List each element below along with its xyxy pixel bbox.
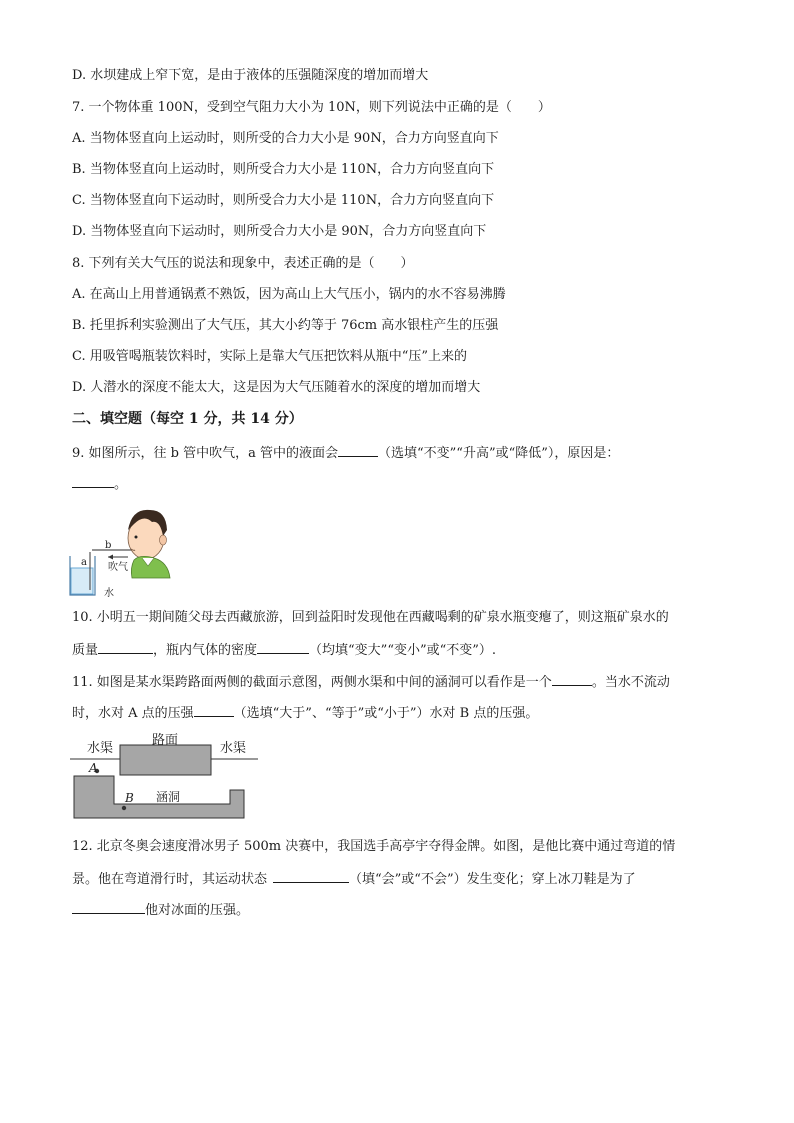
- q7-option-a: A. 当物体竖直向上运动时，则所受的合力大小是 90N，合力方向竖直向下: [72, 131, 499, 146]
- q12-line2: [72, 869, 636, 889]
- section-heading: 二、填空题（每空 1 分，共 14 分）: [72, 411, 303, 427]
- q9-text-1: 9. 如图所示，往 b 管中吹气，a 管中的液面会: [72, 446, 339, 461]
- q8-option-b: B. 托里拆利实验测出了大气压，其大小约等于 76cm 高水银柱产生的压强: [72, 318, 499, 333]
- q11-canal-figure: [68, 728, 263, 826]
- q8-stem: 8. 下列有关大气压的说法和现象中，表述正确的是（ ）: [72, 256, 414, 271]
- q10-blank-1[interactable]: [98, 640, 153, 654]
- q10-blank-2[interactable]: [257, 640, 309, 654]
- q11-line1: [72, 672, 670, 692]
- q8-option-c: C. 用吸管喝瓶装饮料时，实际上是靠大气压把饮料从瓶中“压”上来的: [72, 349, 468, 364]
- point-a-label: A: [89, 761, 98, 775]
- q10-line2: [72, 640, 496, 660]
- q8-option-d: D. 人潜水的深度不能太大，这是因为大气压随着水的深度的增加而增大: [72, 380, 481, 395]
- q12-line3: [72, 900, 249, 920]
- q12-text-3: 他对冰面的压强。: [145, 903, 250, 918]
- q7-option-b: B. 当物体竖直向上运动时，则所受合力大小是 110N，合力方向竖直向下: [72, 162, 495, 177]
- q9-blowing-figure: [68, 500, 178, 600]
- q9-label-b: b: [105, 540, 112, 551]
- q9-label-a: a: [81, 557, 87, 568]
- q11-blank-2[interactable]: [194, 703, 234, 717]
- point-b-dot: [122, 806, 126, 810]
- q9-blank-2[interactable]: [72, 474, 114, 488]
- boy-ear: [160, 535, 167, 545]
- left-canal-label: 水渠: [87, 741, 114, 756]
- q7-stem: 7. 一个物体重 100N，受到空气阻力大小为 10N，则下列说法中正确的是（ ）: [72, 100, 551, 115]
- q10-text-2: ，瓶内气体的密度: [153, 643, 258, 658]
- q11-text-2: 。当水不流动: [591, 675, 670, 690]
- q11-blank-1[interactable]: [552, 672, 592, 686]
- right-canal-label: 水渠: [220, 741, 247, 756]
- q7-option-d: D. 当物体竖直向下运动时，则所受合力大小是 90N，合力方向竖直向下: [72, 224, 487, 239]
- road-label: 路面: [152, 733, 179, 748]
- q9-label-blow: 吹气: [108, 562, 128, 573]
- blow-arrowhead: [108, 555, 113, 560]
- q11-text-3: 时，水对 A 点的压强: [72, 706, 194, 721]
- q10-line1: 10. 小明五一期间随父母去西藏旅游，回到益阳时发现他在西藏喝剩的矿泉水瓶变瘪了，则这瓶矿泉水的: [72, 610, 669, 625]
- q8-option-a: A. 在高山上用普通锅煮不熟饭，因为高山上大气压小，锅内的水不容易沸腾: [72, 287, 506, 302]
- culvert-label: 涵洞: [156, 790, 181, 804]
- point-b-label: B: [125, 791, 134, 805]
- q9-line1: [72, 443, 619, 463]
- q9-text-3: 。: [114, 477, 128, 492]
- q9-label-water: 水: [104, 588, 114, 599]
- q11-text-4: （选填“大于”、“等于”或“小于”）水对 B 点的压强。: [233, 706, 539, 721]
- q9-blank-1[interactable]: [338, 443, 378, 457]
- q12-text-2: （填“会”或“不会”）发生变化；穿上冰刀鞋是为了: [349, 872, 636, 887]
- q6-option-d: D. 水坝建成上窄下宽，是由于液体的压强随深度的增加而增大: [72, 68, 429, 83]
- q10-text-1: 质量: [72, 643, 99, 658]
- q12-text-1: 景。他在弯道滑行时，其运动状态: [72, 872, 268, 887]
- q12-line1: 12. 北京冬奥会速度滑冰男子 500m 决赛中，我国选手高亭宇夺得金牌。如图，是他比赛中通过弯道的情: [72, 839, 676, 854]
- q12-blank-2[interactable]: [72, 900, 145, 914]
- q11-line2: [72, 703, 538, 723]
- q12-blank-1[interactable]: [273, 869, 349, 883]
- road-block: [120, 745, 211, 775]
- boy-eye: [135, 536, 138, 539]
- q7-option-c: C. 当物体竖直向下运动时，则所受合力大小是 110N，合力方向竖直向下: [72, 193, 495, 208]
- q9-line2: [72, 474, 127, 494]
- q9-text-2: （选填“不变”“升高”或“降低”），原因是：: [378, 446, 620, 461]
- q11-text-1: 11. 如图是某水渠跨路面两侧的截面示意图，两侧水渠和中间的涵洞可以看作是一个: [72, 675, 552, 690]
- q10-text-3: （均填“变大”“变小”或“不变”）.: [309, 643, 497, 658]
